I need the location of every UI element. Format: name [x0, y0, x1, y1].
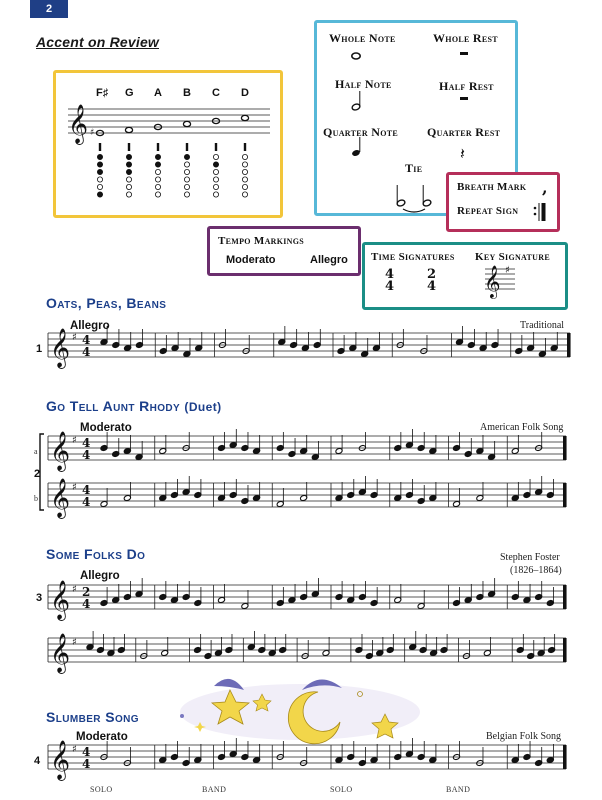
- whole-note-label: Whole Note: [329, 31, 396, 45]
- half-note-label: Half Note: [335, 77, 392, 91]
- quarter-rest-label: Quarter Rest: [427, 125, 501, 139]
- quarter-rest-icon: 𝄽: [460, 144, 465, 163]
- song-tempo: Allegro: [70, 320, 110, 332]
- music-staff: [48, 429, 566, 472]
- section-label-solo: SOLO: [90, 785, 113, 794]
- page-number: 2: [30, 0, 68, 18]
- song-title-some-folks-do: Some Folks Do: [46, 546, 146, 562]
- section-label-band: BAND: [202, 785, 227, 794]
- song-title-go-tell-aunt-rhody: Go Tell Aunt Rhody (Duet): [46, 398, 222, 414]
- song-number: 2: [34, 468, 41, 480]
- note-label: B: [183, 87, 191, 99]
- song-tempo: Allegro: [80, 570, 120, 582]
- part-label-a: a: [34, 447, 38, 456]
- song-number: 3: [36, 592, 43, 604]
- time-signature-top: 4: [82, 436, 91, 450]
- treble-clef-icon: 𝄞: [68, 104, 89, 144]
- song-tempo: Moderato: [80, 422, 132, 434]
- tempo-item: Moderato: [226, 254, 276, 266]
- treble-clef-icon: 𝄞: [50, 478, 71, 518]
- treble-clef-icon: 𝄞: [50, 633, 71, 673]
- song-subtitle: (Duet): [184, 400, 222, 414]
- song-number: 4: [34, 755, 41, 767]
- note-label: C: [212, 87, 220, 99]
- sharp-icon: ♯: [72, 482, 77, 493]
- treble-clef-icon: 𝄞: [484, 265, 501, 298]
- final-barline: [563, 745, 566, 769]
- sharp-icon: ♯: [72, 435, 77, 446]
- song-tempo: Moderato: [76, 731, 128, 743]
- note-label: F♯: [96, 87, 109, 99]
- time-signature-top: 2: [82, 585, 91, 599]
- final-barline: [563, 436, 566, 460]
- treble-clef-icon: 𝄞: [50, 431, 71, 471]
- part-label-b: b: [34, 494, 39, 503]
- time-signature-4-4: 4 4: [385, 267, 395, 294]
- final-barline: [563, 483, 566, 507]
- final-barline: [563, 638, 566, 662]
- time-signature-top: 4: [82, 333, 91, 347]
- duet-bracket: [40, 434, 44, 510]
- music-staff: [48, 326, 570, 369]
- time-signature-2-4: 2 4: [427, 267, 437, 294]
- time-signature-bottom: 4: [82, 495, 91, 509]
- treble-clef-icon: 𝄞: [50, 328, 71, 368]
- sharp-icon: ♯: [505, 265, 510, 276]
- music-staff: [48, 476, 566, 519]
- final-barline: [563, 585, 566, 609]
- song-composer: American Folk Song: [480, 422, 564, 433]
- sharp-icon: ♯: [72, 637, 77, 648]
- section-heading: Accent on Review: [36, 34, 160, 50]
- song-title-slumber-song: Slumber Song: [46, 709, 139, 725]
- treble-clef-icon: 𝄞: [50, 740, 71, 780]
- sharp-icon: ♯: [72, 744, 77, 755]
- time-signature-bottom: 4: [82, 757, 91, 771]
- time-signature-bottom: 4: [82, 597, 91, 611]
- half-rest-label: Half Rest: [439, 79, 494, 93]
- time-signature-bottom: 4: [82, 448, 91, 462]
- music-staff: [48, 578, 566, 621]
- time-signature-top: 4: [82, 483, 91, 497]
- time-signatures-title: Time Signatures: [371, 251, 455, 263]
- song-number: 1: [36, 343, 43, 355]
- quarter-note-label: Quarter Note: [323, 125, 398, 139]
- song-composer: Traditional: [520, 320, 565, 331]
- music-staff: [48, 631, 566, 674]
- note-label: G: [125, 87, 134, 99]
- breath-mark-icon: ,: [542, 178, 548, 197]
- section-label-band: BAND: [446, 785, 471, 794]
- sharp-icon: ♯: [72, 584, 77, 595]
- tempo-markings-title: Tempo Markings: [218, 235, 305, 247]
- whole-rest-label: Whole Rest: [433, 31, 498, 45]
- song-composer-dates: (1826–1864): [510, 565, 562, 576]
- tie-label: Tie: [405, 161, 423, 175]
- note-label: D: [241, 87, 249, 99]
- breath-mark-label: Breath Mark: [457, 181, 527, 193]
- song-title-oats-peas-beans: Oats, Peas, Beans: [46, 295, 167, 311]
- tempo-item: Allegro: [310, 254, 348, 266]
- key-signature-title: Key Signature: [475, 251, 550, 263]
- section-label-solo: SOLO: [330, 785, 353, 794]
- music-staff: [48, 738, 566, 781]
- repeat-sign-label: Repeat Sign: [457, 205, 519, 217]
- sharp-icon: ♯: [90, 128, 95, 138]
- time-signature-bottom: 4: [82, 345, 91, 359]
- treble-clef-icon: 𝄞: [50, 580, 71, 620]
- note-label: A: [154, 87, 162, 99]
- sharp-icon: ♯: [72, 332, 77, 343]
- final-barline: [567, 333, 570, 357]
- time-signature-top: 4: [82, 745, 91, 759]
- song-composer: Belgian Folk Song: [486, 731, 562, 742]
- song-composer: Stephen Foster: [500, 552, 560, 563]
